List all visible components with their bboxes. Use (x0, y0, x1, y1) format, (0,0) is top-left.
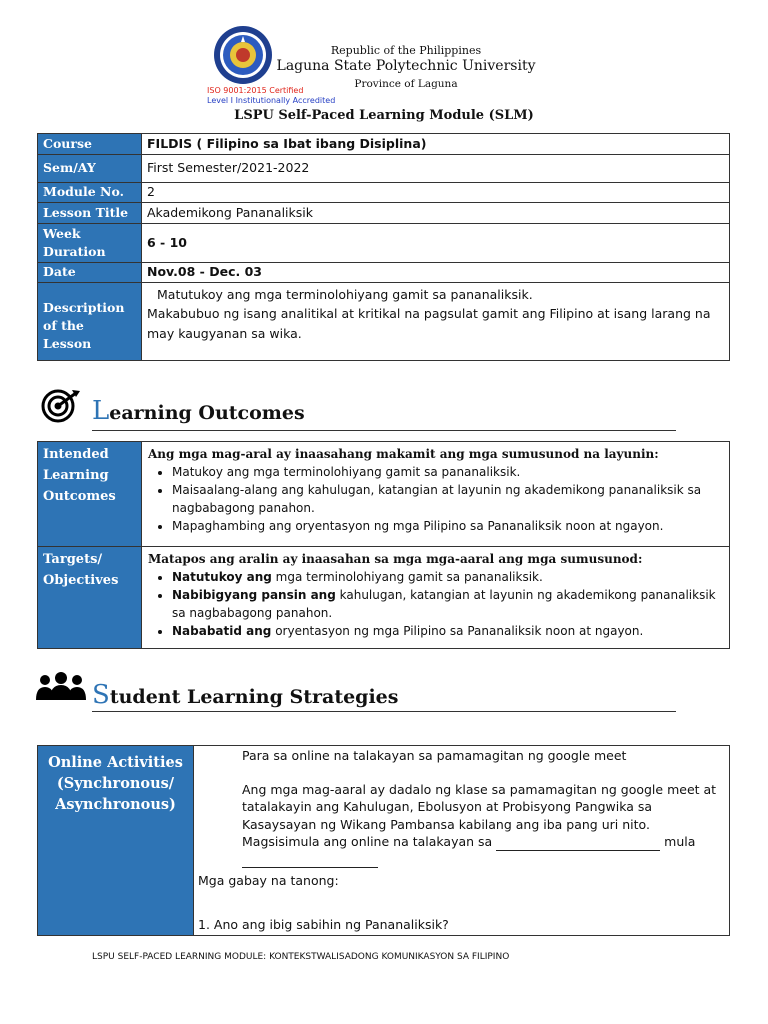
info-value: 2 (142, 183, 730, 203)
list-item: • Matukoy ang mga terminolohiyang gamit sa pananaliksik. (172, 463, 723, 481)
item-rest: oryentasyon ng mga Pilipino sa Pananaliksik noon at ngayon. (271, 624, 644, 638)
strategies-title (92, 680, 398, 710)
description-line-2: Makabubuo ng isang analitikal at kritikal na pagsulat gamit ang Filipino at isang larang na may kaugyanan sa wika. (147, 306, 711, 341)
info-label: Lesson Title (38, 203, 142, 224)
title-initial: L (92, 396, 110, 426)
title-rest: tudent Learning Strategies (109, 686, 399, 708)
university-name: Laguna State Polytechnic University (276, 58, 536, 74)
online-activities-label (38, 746, 194, 936)
label-line: Asynchronous) (55, 796, 176, 814)
item-bold: Natutukoy ang (172, 570, 272, 584)
start-suffix: mula (664, 834, 696, 849)
meet-line: Para sa online na talakayan sa pamamagitan ng google meet (242, 748, 627, 763)
iso-certification: ISO 9001:2015 Certified (207, 86, 304, 95)
course-info-table (37, 133, 730, 361)
info-value: First Semester/2021-2022 (142, 155, 730, 183)
item-bold: Nabibigyang pansin ang (172, 588, 336, 602)
section-underline (92, 430, 676, 431)
target-icon (38, 388, 82, 424)
intended-list (148, 463, 723, 535)
item-bold: Nababatid ang (172, 624, 272, 638)
intended-body (142, 442, 730, 547)
group-icon (34, 672, 88, 702)
list-item: • Maisaalang-alang ang kahulugan, katangian at layunin ng akademikong pananaliksik sa nagbabagong panahon. (172, 481, 723, 517)
start-prefix: Magsisimula ang online na talakayan sa (242, 834, 493, 849)
targets-label: Targets/ Objectives (38, 547, 142, 649)
info-value: Nov.08 - Dec. 03 (142, 263, 730, 283)
title-initial: S (92, 680, 110, 710)
info-row (38, 134, 730, 155)
list-item (172, 586, 723, 622)
page-footer: LSPU SELF-PACED LEARNING MODULE: KONTEKSTWALISADONG KOMUNIKASYON SA FILIPINO (92, 952, 510, 962)
list-item (172, 568, 723, 586)
info-value: Akademikong Pananaliksik (142, 203, 730, 224)
learning-outcomes-title (92, 396, 305, 426)
start-line (198, 833, 725, 851)
title-rest: earning Outcomes (109, 402, 305, 424)
lesson-description (142, 283, 730, 361)
info-row (38, 203, 730, 224)
info-row (38, 283, 730, 361)
info-label: Sem/AY (38, 155, 142, 183)
intended-label: Intended Learning Outcomes (38, 442, 142, 547)
time-blank-line (198, 851, 725, 869)
section-underline (92, 711, 676, 712)
strategies-row (38, 746, 730, 936)
info-label: Module No. (38, 183, 142, 203)
info-label: Course (38, 134, 142, 155)
info-value: FILDIS ( Filipino sa Ibat ibang Disiplina) (142, 134, 730, 155)
targets-heading: Matapos ang aralin ay inaasahan sa mga mga-aaral ang mga sumusunod: (148, 552, 643, 566)
item-rest: kahulugan, katangian at layunin ng akademikong pananaliksik sa nagbabagong panahon. (172, 588, 716, 620)
outcomes-row (38, 547, 730, 649)
info-row (38, 183, 730, 203)
list-item: • Mapaghambing ang oryentasyon ng mga Pilipino sa Pananaliksik noon at ngayon. (172, 517, 723, 535)
info-row (38, 155, 730, 183)
outcomes-row (38, 442, 730, 547)
info-label: Week Duration (38, 224, 142, 263)
strategies-table (37, 745, 730, 936)
time-blank (242, 857, 378, 868)
province-text: Province of Laguna (354, 78, 458, 90)
list-item (172, 622, 723, 640)
targets-list (148, 568, 723, 640)
accreditation-text: Level I Institutionally Accredited (207, 96, 336, 105)
meet-paragraph: Ang mga mag-aaral ay dadalo ng klase sa pamamagitan ng google meet at tatalakayin ang Kahulugan, Ebolusyon at Probisyong Pangwika sa Kasaysayan ng Wikang Pambansa kabilang ang iba pang uri nito. (242, 781, 717, 832)
info-label: Description of the Lesson (38, 283, 142, 361)
date-blank (496, 850, 660, 851)
info-label: Date (38, 263, 142, 283)
targets-body (142, 547, 730, 649)
module-title: LSPU Self-Paced Learning Module (SLM) (234, 108, 534, 123)
question-1: 1. Ano ang ibig sabihin ng Pananaliksik? (198, 916, 449, 932)
info-value: 6 - 10 (142, 224, 730, 263)
learning-outcomes-table (37, 441, 730, 649)
info-row (38, 263, 730, 283)
intended-heading: Ang mga mag-aral ay inaasahang makamit ang mga sumusunod na layunin: (148, 447, 659, 461)
item-rest: mga terminolohiyang gamit sa pananaliksik. (271, 570, 543, 584)
info-row (38, 224, 730, 263)
republic-text: Republic of the Philippines (330, 44, 482, 57)
label-line: (Synchronous/ (56, 775, 175, 793)
label-line: Online Activities (48, 754, 183, 771)
description-line-1: Matutukoy ang mga terminolohiyang gamit sa pananaliksik. (157, 287, 533, 302)
online-activities-body (194, 746, 730, 936)
guide-label: Mga gabay na tanong: (198, 873, 339, 888)
